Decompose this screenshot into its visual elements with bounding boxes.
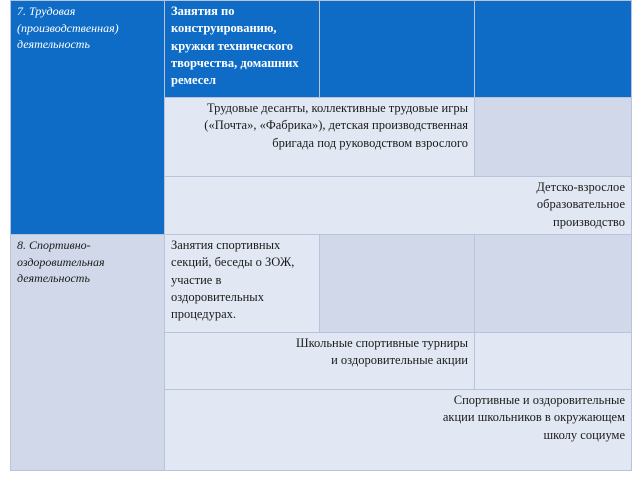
row-heading-label: 8. Спортивно-оздоровительная деятельность (17, 238, 105, 286)
table-row (11, 1, 632, 98)
cell-empty (475, 333, 632, 390)
cell-sport-school (165, 333, 475, 390)
cell-empty (475, 1, 632, 98)
cell-labor-school (165, 98, 475, 177)
activity-table (10, 0, 632, 471)
cell-empty (475, 235, 632, 333)
cell-text: Школьные спортивные турниры и оздоровительные акции (295, 336, 468, 368)
table-row (11, 235, 632, 333)
cell-labor-class (165, 1, 320, 98)
row-heading-label: 7. Трудовая (производственная) деятельность (17, 4, 119, 52)
cell-text: Спортивные и оздоровительные акции школьников в окружающем школу социуме (442, 393, 625, 442)
cell-sport-society (165, 390, 632, 471)
cell-text: Занятия по конструированию, кружки технического творчества, домашних ремесел (171, 4, 299, 87)
cell-empty (320, 235, 475, 333)
cell-empty (475, 98, 632, 177)
row-heading-labor (11, 1, 165, 235)
cell-text: Трудовые десанты, коллективные трудовые игры («Почта», «Фабрика»), детская производственная бригада под руководством взрослого (204, 101, 468, 150)
cell-empty (320, 1, 475, 98)
cell-text: Занятия спортивных секций, беседы о ЗОЖ, участие в оздоровительных процедурах. (171, 238, 295, 321)
row-heading-sport (11, 235, 165, 471)
cell-text: Детско-взрослое образовательное производство (536, 180, 625, 229)
cell-labor-society (165, 177, 632, 235)
cell-sport-class (165, 235, 320, 333)
